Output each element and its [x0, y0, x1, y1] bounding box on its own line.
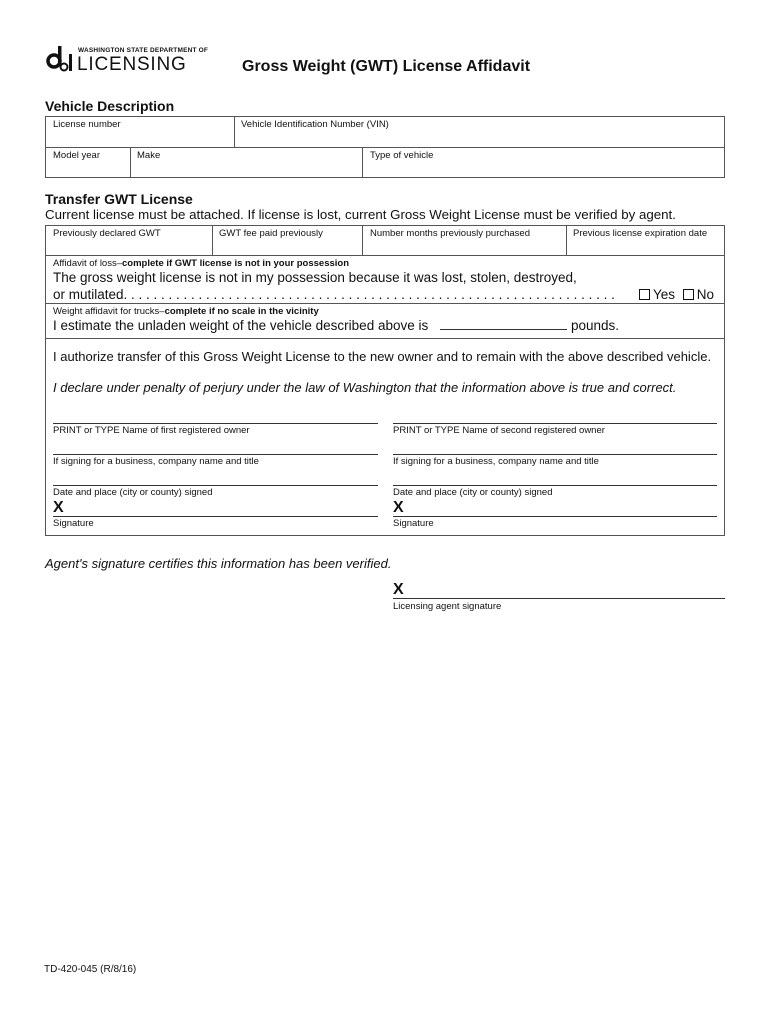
agency-top-text: WASHINGTON STATE DEPARTMENT OF: [78, 47, 209, 54]
weight-affidavit-text: I estimate the unladen weight of the vehicle described above is: [53, 318, 429, 333]
no-label: No: [696, 287, 715, 302]
no-checkbox[interactable]: [683, 289, 694, 300]
affidavit-loss-text: The gross weight license is not in my possession because it was lost, stolen, destroyed,: [53, 270, 577, 285]
second-signature-label: Signature: [393, 518, 434, 529]
divider: [130, 147, 131, 178]
form-title: Gross Weight (GWT) License Affidavit: [242, 58, 531, 75]
second-owner-name-input[interactable]: [393, 423, 717, 424]
first-owner-name-input[interactable]: [53, 423, 378, 424]
first-date-place-input[interactable]: [53, 485, 378, 486]
months-purchased-field[interactable]: Number months previously purchased: [370, 228, 530, 239]
divider: [45, 338, 725, 339]
divider: [45, 255, 725, 256]
previous-gwt-field[interactable]: Previously declared GWT: [53, 228, 161, 239]
dol-logo-icon: [44, 44, 74, 74]
agent-signature-input[interactable]: [393, 598, 725, 599]
authorize-statement: I authorize transfer of this Gross Weight License to the new owner and to remain with the above described vehicle.: [53, 349, 712, 364]
second-business-label: If signing for a business, company name and title: [393, 456, 599, 467]
affidavit-loss-text-2: or mutilated. . . . . . . . . . . . . . . . . . . . . . . . . . . . . . . . . . . . . . . . . . . . . . . . . . . . . . . . . . . . . . . . . .: [53, 287, 615, 302]
agent-statement: Agent's signature certifies this information has been verified.: [45, 556, 392, 571]
model-year-field[interactable]: Model year: [53, 150, 100, 161]
divider: [45, 147, 725, 148]
yes-label: Yes: [653, 287, 676, 302]
divider: [362, 225, 363, 255]
second-business-input[interactable]: [393, 454, 717, 455]
vehicle-section-title: Vehicle Description: [45, 98, 175, 114]
vin-field[interactable]: Vehicle Identification Number (VIN): [241, 119, 389, 130]
license-number-field[interactable]: License number: [53, 119, 121, 130]
affidavit-loss-label: Affidavit of loss–complete if GWT license is not in your possession: [53, 258, 350, 269]
transfer-note: Current license must be attached. If license is lost, current Gross Weight License must be verified by agent.: [45, 207, 676, 222]
first-business-input[interactable]: [53, 454, 378, 455]
gwt-fee-field[interactable]: GWT fee paid previously: [219, 228, 323, 239]
second-signature-input[interactable]: [393, 516, 717, 517]
perjury-declaration: I declare under penalty of perjury under the law of Washington that the information above is true and correct.: [53, 380, 677, 395]
agent-signature-x: X: [393, 581, 404, 598]
weight-affidavit-label: Weight affidavit for trucks–complete if no scale in the vicinity: [53, 306, 319, 317]
first-signature-label: Signature: [53, 518, 94, 529]
second-signature-x: X: [393, 499, 404, 516]
yes-checkbox[interactable]: [639, 289, 650, 300]
divider: [362, 147, 363, 178]
agent-signature-label: Licensing agent signature: [393, 601, 502, 612]
vehicle-type-field[interactable]: Type of vehicle: [370, 150, 434, 161]
first-date-place-label: Date and place (city or county) signed: [53, 487, 213, 498]
second-date-place-label: Date and place (city or county) signed: [393, 487, 553, 498]
form-number: TD-420-045 (R/8/16): [44, 964, 137, 975]
first-signature-x: X: [53, 499, 64, 516]
make-field[interactable]: Make: [137, 150, 161, 161]
divider: [45, 303, 725, 304]
divider: [566, 225, 567, 255]
second-owner-name-label: PRINT or TYPE Name of second registered owner: [393, 425, 605, 436]
agency-main-text: LICENSING: [77, 54, 187, 75]
second-date-place-input[interactable]: [393, 485, 717, 486]
unladen-weight-input[interactable]: [440, 329, 567, 330]
first-business-label: If signing for a business, company name and title: [53, 456, 259, 467]
divider: [234, 116, 235, 147]
first-signature-input[interactable]: [53, 516, 378, 517]
divider: [212, 225, 213, 255]
yes-no-options: [639, 287, 714, 302]
first-owner-name-label: PRINT or TYPE Name of first registered owner: [53, 425, 250, 436]
dol-logo: [44, 44, 209, 76]
expiration-date-field[interactable]: Previous license expiration date: [573, 228, 708, 239]
pounds-label: pounds.: [571, 318, 620, 333]
transfer-section-title: Transfer GWT License: [45, 191, 193, 207]
